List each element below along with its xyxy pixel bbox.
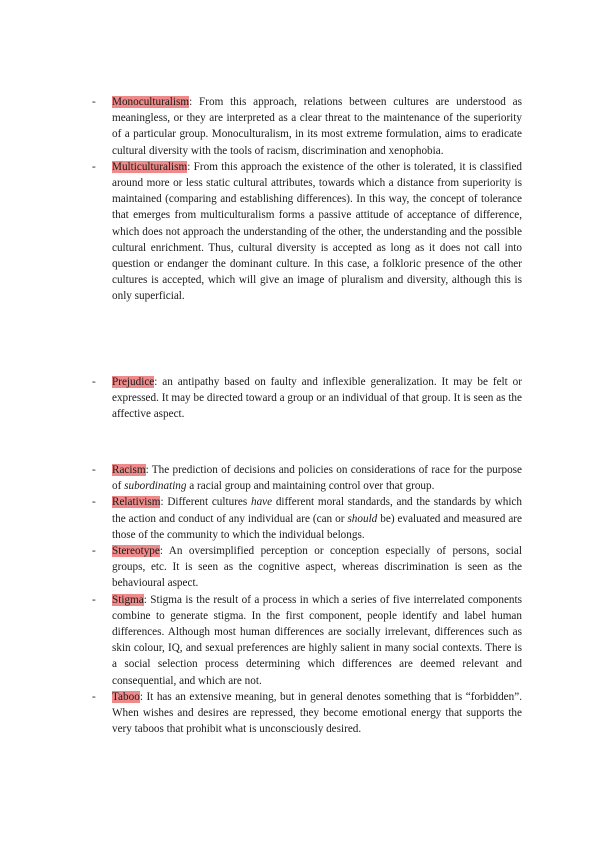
definition-racism-part-2: a racial group and maintaining control over that group. [186, 480, 435, 493]
bullet-dash: - [92, 96, 96, 108]
term-relativism: Relativism [112, 496, 161, 509]
glossary-group-cultural-approaches [92, 94, 522, 305]
term-monoculturalism: Monoculturalism [112, 96, 190, 108]
glossary-group-prejudice [92, 374, 522, 423]
definition-relativism-part-2: different moral standards, and the standards by which the action and conduct of any individual are (can or [112, 496, 522, 525]
glossary-group-terms [92, 462, 522, 737]
definition-monoculturalism: : From this approach, relations between cultures are understood as meaningless, or they are interpreted as a clear threat to the maintenance of the superiority of a particular group. Monoculturalism, in its most extreme formulation, aims to eradicate cultural diversity with the tools of racism, discrimination and xenophobia. [112, 96, 522, 157]
emphasis-subordinating: subordinating [124, 480, 187, 493]
definition-stigma: : Stigma is the result of a process in which a series of five interrelated components combine to generate stigma. In the first component, people identify and label human differences. Although most human differences are socially irrelevant, differences such as skin colour, IQ, and sexual preferences are highly salient in many social contexts. There is a social selection process determining which differences are deemed relevant and consequential, and which are not. [112, 593, 522, 687]
term-multiculturalism: Multiculturalism [112, 160, 188, 173]
list-item-racism [92, 462, 522, 494]
list-item-stereotype [92, 543, 522, 592]
term-prejudice: Prejudice [112, 376, 155, 388]
emphasis-have: have [250, 496, 273, 509]
bullet-dash: - [92, 376, 96, 388]
list-item-relativism [92, 494, 522, 543]
term-taboo: Taboo [112, 690, 140, 703]
definition-taboo: : It has an extensive meaning, but in general denotes something that is “forbidden”. When wishes and desires are repressed, they become emotional energy that supports the very taboos that prohibit what is unconsciously desired. [112, 690, 522, 736]
definition-relativism-part-3: be) evaluated and measured are those of the community to which the individual belongs. [112, 512, 522, 541]
bullet-dash: - [92, 464, 96, 476]
definition-multiculturalism: : From this approach the existence of the other is tolerated, it is classified around more or less static cultural attributes, towards which a distance from superiority is maintained (comparing and establishing differences). In this way, the concept of tolerance that emerges from multiculturalism forms a passive attitude of acceptance of difference, which does not approach the understanding of the other, the understanding and the possible cultural enrichment. Thus, cultural diversity is accepted as long as it does not call into question or endanger the dominant culture. In this case, a folkloric presence of the other cultures is accepted, which will give an image of pluralism and diversity, although this is only superficial. [112, 160, 522, 303]
bullet-dash: - [92, 545, 96, 558]
list-item-stigma [92, 592, 522, 689]
list-item-prejudice [92, 374, 522, 423]
emphasis-should: should [347, 512, 378, 525]
definition-prejudice: : an antipathy based on faulty and inflexible generalization. It may be felt or expressed. It may be directed toward a group or an individual of that group. It is seen as the affective aspect. [112, 376, 522, 421]
definition-racism-part-1: : The prediction of decisions and policies on considerations of race for the purpose of [112, 464, 522, 493]
term-stigma: Stigma [112, 593, 144, 606]
list-item-taboo [92, 689, 522, 738]
list-item-multiculturalism [92, 159, 522, 305]
term-stereotype: Stereotype [112, 545, 160, 558]
bullet-dash: - [92, 496, 96, 509]
bullet-dash: - [92, 690, 96, 703]
definition-stereotype: : An oversimplified perception or conception especially of persons, social groups, etc. It is seen as the cognitive aspect, whereas discrimination is seen as the behavioural aspect. [112, 545, 522, 590]
bullet-dash: - [92, 160, 96, 173]
definition-relativism-part-1: : Different cultures [160, 496, 251, 509]
term-racism: Racism [112, 464, 146, 476]
list-item-monoculturalism [92, 94, 522, 159]
bullet-dash: - [92, 593, 96, 606]
